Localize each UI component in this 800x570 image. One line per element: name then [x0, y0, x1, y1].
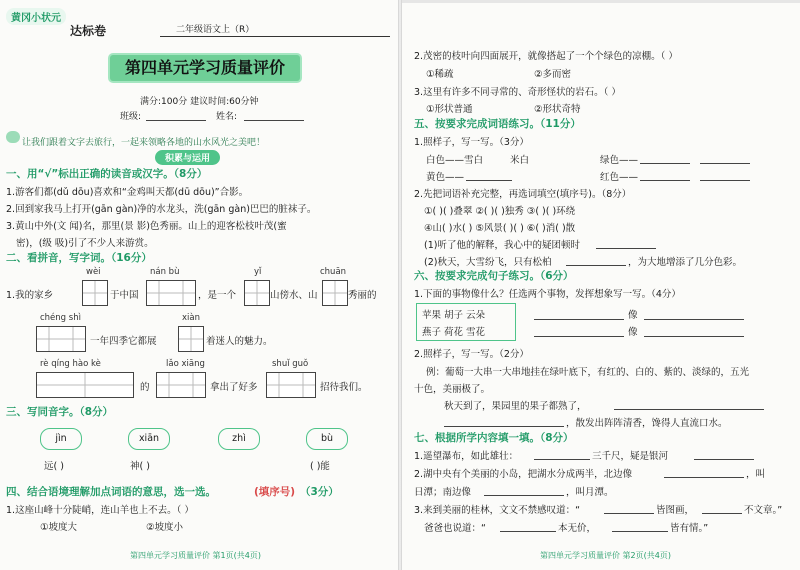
q4-2-opt2: ②多而密 [534, 69, 572, 80]
q4-2: 2.茂密的枝叶向四面展开，就像搭起了一个个绿色的凉棚。（ ） [414, 51, 678, 62]
q4-3-opt1: ①形状普通 [426, 104, 473, 115]
q7-3e: 本无价， [558, 523, 597, 534]
grade-label: 二年级语文上（R） [176, 25, 255, 35]
q5-1-green: 绿色—— [600, 155, 639, 166]
q1-2: 2.回到家我马上打开(gān gàn)净的水龙头，洗(gān gàn)巴巴的脏袜子。 [6, 204, 317, 215]
section-4-title: 四、结合语境理解加点词语的意思，选一选。 [6, 486, 216, 498]
q5-2-row1[interactable]: ①( )( )叠翠 ②( )( )独秀 ③( )( )环绕 [424, 206, 576, 217]
pinyin-wei: wèi [86, 267, 101, 277]
intro-text: 让我们跟着文字去旅行，一起来领略各地的山水风光之美吧！ [22, 138, 266, 148]
like-blank-2a[interactable] [534, 325, 624, 337]
write-grid-nanbu[interactable] [146, 280, 196, 306]
name-field[interactable] [244, 109, 304, 121]
q7-3-blank-1[interactable] [604, 502, 654, 514]
q5-2-sent2b: ，为大地增添了几分色彩。 [628, 257, 743, 268]
s2-row3-c: 招待我们。 [320, 382, 368, 393]
name-label: 姓名: [216, 112, 238, 122]
q4-1-opt1: ①坡度大 [40, 522, 78, 533]
section-7-title: 七、根据所学内容填一填。（8分） [414, 432, 574, 444]
section-5-title: 五、按要求完成词语练习。（11分） [414, 118, 581, 130]
q7-3f: 皆有情。” [670, 523, 709, 534]
q5-1-example: 白色——雪白 [426, 155, 484, 166]
q5-2: 2.先把词语补充完整，再选词填空(填序号)。（8分） [414, 189, 632, 200]
write-grid-reqinghaoke[interactable] [36, 372, 134, 398]
q1-3b: 密)，(级 吸)引了不少人来游赏。 [16, 238, 154, 249]
section-1-title: 一、用“√”标出正确的读音或汉字。（8分） [6, 168, 208, 180]
write-grid-chuan[interactable] [322, 280, 348, 306]
pinyin-shuiguo: shuǐ guǒ [272, 359, 309, 369]
q7-1: 1.遥望瀑布，如此雄壮： [414, 451, 519, 462]
brand-name: 达标卷 [70, 24, 107, 38]
s2-row1-c: ，是一个 [198, 290, 237, 301]
q5-2-sent2: (2)秋天，大雪纷飞，只有松柏 [424, 257, 552, 268]
section-4-score: （3分） [300, 486, 339, 498]
q4-1: 1.这座山峰十分陡峭，连山羊也上不去。（ ） [6, 505, 194, 516]
q7-1-blank-1[interactable] [534, 448, 590, 460]
q5-1-mibai: 米白 [510, 155, 530, 166]
pinyin-cat-zhi: zhì [218, 428, 260, 450]
pinyin-chengshi: chéng shì [40, 313, 81, 323]
section-2-title: 二、看拼音，写字词。（16分） [6, 252, 152, 264]
red-blank-1[interactable] [640, 169, 690, 181]
class-field[interactable] [146, 109, 206, 121]
page-edge [402, 0, 800, 3]
page-title: 第四单元学习质量评价 [110, 55, 300, 81]
q7-3-blank-2[interactable] [702, 502, 742, 514]
left-footer: 第四单元学习质量评价 第1页(共4页) [130, 551, 261, 560]
pinyin-laoxiang: lǎo xiāng [166, 359, 205, 369]
q7-3-blank-3[interactable] [500, 520, 556, 532]
homophone-fill-3[interactable]: ( )能 [310, 461, 330, 472]
pinyin-chuan: chuān [320, 267, 347, 277]
section-4-suffix: (填序号) [254, 486, 296, 498]
yellow-blank[interactable] [466, 169, 512, 181]
q5-2-row2[interactable]: ④山( )水( ) ⑤风景( )( ) ⑥( )消( )散 [424, 223, 576, 234]
pinyin-cat-bu: bù [306, 428, 348, 450]
q7-2c: 日潭；南边像 [414, 487, 472, 498]
q7-3a: 3.来到美丽的桂林，文文不禁感叹道：“ [414, 505, 580, 516]
q7-2-blank-2[interactable] [484, 484, 564, 496]
write-grid-wei[interactable] [82, 280, 108, 306]
q5-1: 1.照样子，写一写。（3分） [414, 137, 529, 148]
red-blank-2[interactable] [700, 169, 750, 181]
q5-1-yellow: 黄色—— [426, 172, 465, 183]
q4-3-opt2: ②形状奇特 [534, 104, 581, 115]
write-grid-laoxiang[interactable] [156, 372, 206, 398]
s2-row2-a: 一年四季它都展 [90, 336, 157, 347]
class-label: 班级: [120, 112, 142, 122]
s2-row2-b: 着迷人的魅力。 [206, 336, 273, 347]
s2-row3-a: 的 [140, 382, 150, 393]
q4-3: 3.这里有许多不同寻常的、奇形怪状的岩石。（ ） [414, 87, 621, 98]
q1-3a: 3.黄山中外(文 闻)名，那里(景 影)色秀丽。山上的迎客松枝叶茂(蜜 [6, 221, 287, 232]
q4-1-opt2: ②坡度小 [146, 522, 184, 533]
q7-2-blank-1[interactable] [664, 466, 744, 478]
q6-1: 1.下面的事物像什么？任选两个事物，发挥想象写一写。（4分） [414, 289, 681, 300]
pinyin-cat-jin: jìn [40, 428, 82, 450]
logo: 黄冈小状元 [6, 8, 66, 25]
green-blank-1[interactable] [640, 152, 690, 164]
like-blank-1a[interactable] [534, 308, 624, 320]
s2-row3-b: 拿出了好多 [210, 382, 258, 393]
q6-2: 2.照样子，写一写。（2分） [414, 349, 529, 360]
q7-3d: 爸爸也说道：“ [424, 523, 486, 534]
q6-2-line1: 秋天到了，果园里的果子都熟了， [444, 401, 587, 412]
q6-2-line2: ，散发出阵阵清香，馋得人直流口水。 [566, 418, 728, 429]
sent1-blank[interactable] [596, 237, 656, 249]
q6-2-example-a: 例：葡萄一大串一大串地挂在绿叶底下，有红的、白的、紫的、淡绿的，五光 [426, 367, 750, 378]
q4-2-opt1: ①稀疏 [426, 69, 454, 80]
q6-2-blank-1[interactable] [614, 398, 764, 410]
write-grid-xian[interactable] [178, 326, 204, 352]
homophone-fill-1[interactable]: 远( ) [44, 461, 64, 472]
like-blank-1b[interactable] [644, 308, 744, 320]
pinyin-nanbu: nán bù [150, 267, 180, 277]
sent2-blank[interactable] [566, 254, 626, 266]
pinyin-yi: yǐ [254, 267, 262, 277]
section-3-title: 三、写同音字。（8分） [6, 406, 114, 418]
q5-1-red: 红色—— [600, 172, 639, 183]
right-footer: 第四单元学习质量评价 第2页(共4页) [540, 551, 671, 560]
q7-1-blank-2[interactable] [694, 448, 754, 460]
q6-2-example-b: 十色，美丽极了。 [414, 384, 491, 395]
green-blank-2[interactable] [700, 152, 750, 164]
q7-3b: 皆图画， [656, 505, 695, 516]
owl-icon [6, 131, 20, 143]
pinyin-xian: xiàn [182, 313, 200, 323]
like-label-1: 像 [628, 310, 638, 321]
homophone-fill-2[interactable]: 神( ) [130, 461, 150, 472]
like-blank-2b[interactable] [644, 325, 744, 337]
q5-2-sent1: (1)听了他的解释，我心中的疑团顿时 [424, 240, 580, 251]
section-pill: 积累与运用 [155, 150, 220, 165]
write-grid-shuiguo[interactable] [266, 372, 316, 398]
like-label-2: 像 [628, 327, 638, 338]
q7-3c: 不文章。” [744, 505, 783, 516]
pinyin-reqinghaoke: rè qíng hào kè [40, 359, 101, 369]
header-divider [160, 36, 390, 37]
q1-1: 1.游客们都(dǔ dōu)喜欢和“金鸡叫天都(dū dōu)”合影。 [6, 187, 249, 198]
q7-2a: 2.湖中央有个美丽的小岛，把湖水分成两半，北边像 [414, 469, 633, 480]
write-grid-chengshi[interactable] [36, 326, 86, 352]
s2-row1-a: 1.我的家乡 [6, 290, 54, 301]
q7-2d: ，叫月潭。 [566, 487, 614, 498]
s2-row1-d: 山傍水、山 [270, 290, 318, 301]
s2-row1-e: 秀丽的 [348, 290, 377, 301]
q7-3-blank-4[interactable] [612, 520, 668, 532]
word-box-row1: 苹果 胡子 云朵 [422, 310, 486, 321]
q7-2b: ，叫 [746, 469, 766, 480]
write-grid-yi[interactable] [244, 280, 270, 306]
exam-meta: 满分:100分 建议时间:60分钟 [140, 97, 259, 107]
word-box-row2: 燕子 荷花 雪花 [422, 327, 486, 338]
q7-1b: 三千尺，疑是银河 [592, 451, 669, 462]
pinyin-cat-xian: xiān [128, 428, 170, 450]
s2-row1-b: 于中国 [110, 290, 139, 301]
q6-2-blank-2[interactable] [444, 415, 564, 427]
section-6-title: 六、按要求完成句子练习。（6分） [414, 270, 574, 282]
